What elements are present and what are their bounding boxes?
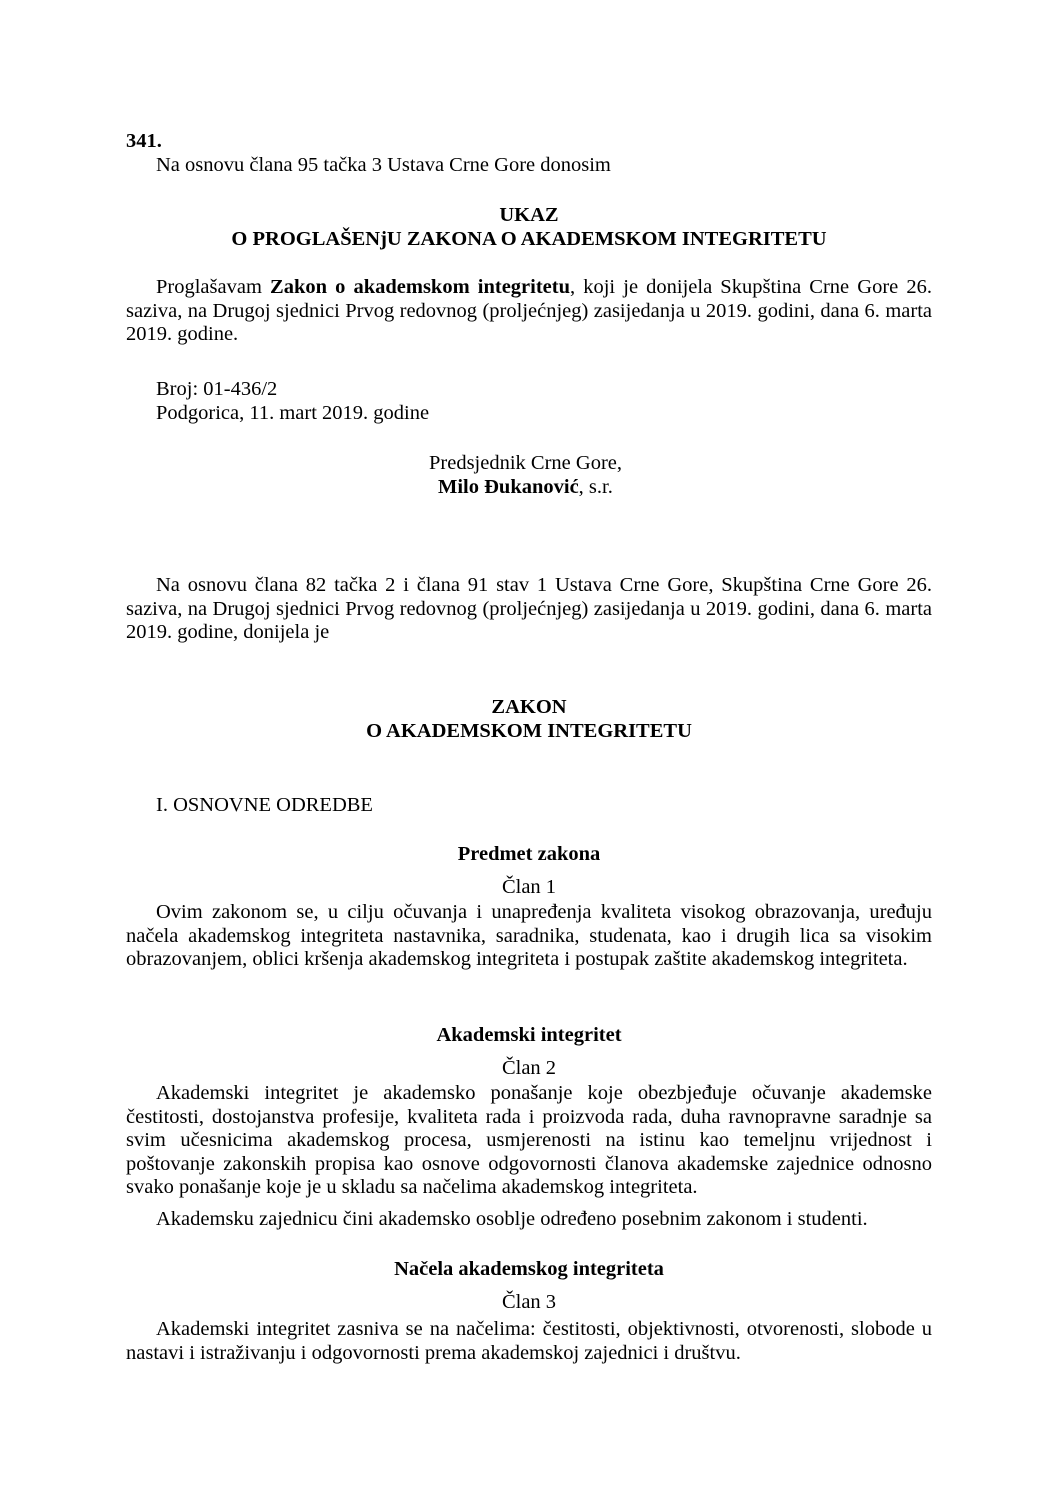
article-paragraph: Akademsku zajednicu čini akademsko osoblje određeno posebnim zakonom i studenti. bbox=[156, 1208, 868, 1230]
place-and-date: Podgorica, 11. mart 2019. godine bbox=[156, 402, 430, 424]
article-number: Član 3 bbox=[501, 1291, 557, 1313]
president-name: Milo Đukanović bbox=[438, 476, 579, 498]
article-paragraph: Ovim zakonom se, u cilju očuvanja i unapređenja kvaliteta visokog obrazovanja, uređuju načela akademskog integriteta nastavnika, saradnika, studenata, kao i drugih lica sa visokim obrazovanjem, oblici kršenja akademskog integriteta i postupak zaštite akademskog integriteta. bbox=[126, 901, 932, 970]
proclamation-text-start: Proglašavam bbox=[156, 276, 271, 298]
law-title: ZAKON bbox=[491, 696, 567, 718]
ukaz-subtitle: O PROGLAŠENjU ZAKONA O AKADEMSKOM INTEGRITETU bbox=[231, 228, 827, 250]
proclamation-text-end: , koji je donijela Skupština Crne Gore 26. saziva, na Drugoj sjednici Prvog redovnog (proljećnjeg) zasijedanja u 2019. godini, dana 6. marta 2019. godine. bbox=[126, 276, 932, 345]
article-number: Član 2 bbox=[501, 1057, 557, 1079]
document-number: 341. bbox=[126, 130, 162, 152]
document-reference-number: Broj: 01-436/2 bbox=[156, 378, 278, 400]
adoption-paragraph: Na osnovu člana 82 tačka 2 i člana 91 stav 1 Ustava Crne Gore, Skupština Crne Gore 26. saziva, na Drugoj sjednici Prvog redovnog (proljećnjeg) zasijedanja u 2019. godini, dana 6. marta 2019. godine, donijela je bbox=[126, 574, 932, 643]
proclamation-paragraph bbox=[126, 276, 932, 347]
president-title: Predsjednik Crne Gore, bbox=[429, 452, 622, 474]
chapter-heading: I. OSNOVNE ODREDBE bbox=[156, 794, 373, 816]
article-heading: Načela akademskog integriteta bbox=[394, 1258, 664, 1280]
article-number: Član 1 bbox=[501, 876, 557, 898]
intro-text: Na osnovu člana 95 tačka 3 Ustava Crne Gore donosim bbox=[156, 154, 611, 176]
proclamation-law-name: Zakon o akademskom integritetu bbox=[270, 276, 570, 298]
article-paragraph: Akademski integritet zasniva se na načelima: čestitosti, objektivnosti, otvorenosti, slobode u nastavi i istraživanju i odgovornosti prema akademskoj zajednici i društvu. bbox=[126, 1318, 932, 1364]
president-signature bbox=[438, 476, 613, 500]
article-paragraph: Akademski integritet je akademsko ponašanje koje obezbjeđuje očuvanje akademske čestitosti, dostojanstva profesije, kvaliteta rada i proizvoda rada, duha ravnopravne saradnje sa svim učesnicima akademskog procesa, usmjerenosti na istinu kao temeljnu vrijednost i poštovanje zakonskih propisa kao osnove odgovornosti članova akademske zajednice odnosno svako ponašanje koje je u skladu sa načelima akademskog integriteta. bbox=[126, 1082, 932, 1198]
article-heading: Predmet zakona bbox=[457, 843, 601, 865]
president-suffix: , s.r. bbox=[578, 476, 613, 498]
ukaz-title: UKAZ bbox=[499, 204, 559, 226]
law-subtitle: O AKADEMSKOM INTEGRITETU bbox=[366, 720, 692, 742]
article-heading: Akademski integritet bbox=[436, 1024, 622, 1046]
